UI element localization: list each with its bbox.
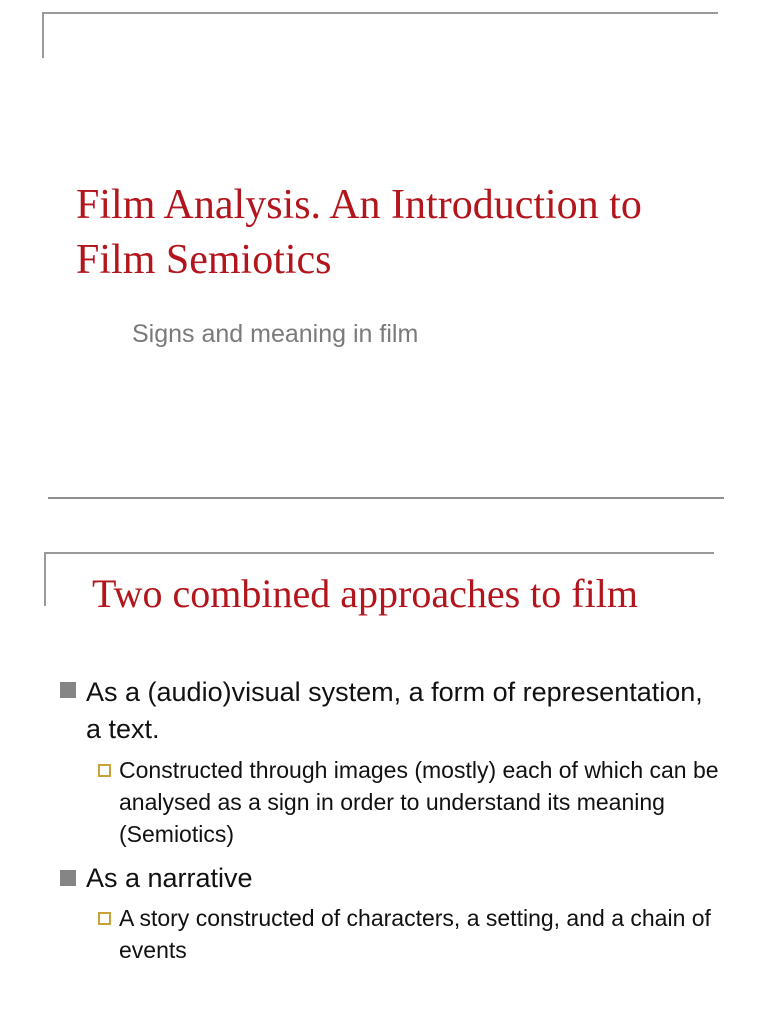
bullet-square-icon bbox=[60, 682, 76, 698]
slide-1-title: Film Analysis. An Introduction to Film Semiotics bbox=[76, 182, 642, 283]
slide-2 bbox=[0, 548, 768, 1024]
bullet-1-text: As a (audio)visual system, a form of representation, a text. bbox=[86, 677, 703, 744]
slide-2-title: Two combined approaches to film bbox=[92, 571, 638, 616]
slide-2-top-rule bbox=[44, 552, 714, 554]
sub-bullet-square-icon bbox=[98, 764, 111, 777]
slide-2-left-rule bbox=[44, 552, 46, 606]
slide-1-subtitle: Signs and meaning in film bbox=[132, 320, 419, 348]
bullet-square-icon bbox=[60, 870, 76, 886]
sub-bullet-square-icon bbox=[98, 912, 111, 925]
bullet-1-sub-1-text: Constructed through images (mostly) each of which can be analysed as a sign in order to understand its meaning (Semiotics) bbox=[119, 757, 719, 847]
slide-divider bbox=[48, 497, 724, 499]
bullet-2-text: As a narrative bbox=[86, 863, 253, 893]
slide-1-left-rule bbox=[42, 12, 44, 58]
slide-1 bbox=[0, 0, 768, 500]
bullet-2-sub-1-text: A story constructed of characters, a setting, and a chain of events bbox=[119, 905, 711, 963]
slide-1-top-rule bbox=[42, 12, 718, 14]
